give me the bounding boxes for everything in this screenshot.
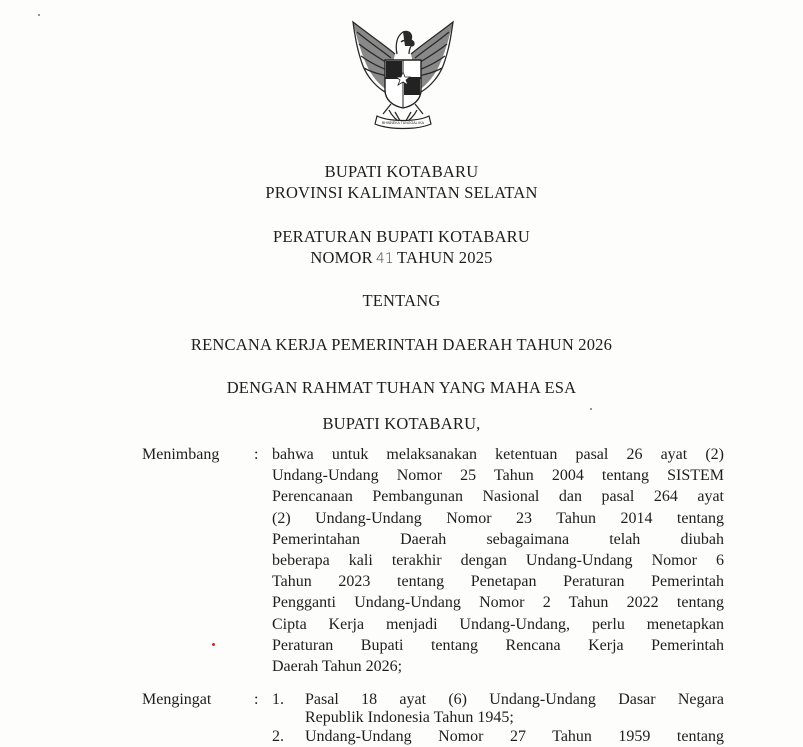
list-item-line: Pasal 18 ayat (6) Undang-Undang Dasar Negara <box>305 691 724 708</box>
emblem-ribbon-text: BHINNEKA TUNGGAL IKA <box>381 121 425 125</box>
list-item <box>305 728 724 746</box>
list-item <box>305 691 724 727</box>
office-title: BUPATI KOTABARU <box>324 162 479 181</box>
menimbang-paragraph <box>272 444 724 677</box>
list-item-line: Republik Indonesia Tahun 1945; <box>305 709 514 726</box>
regulation-type: PERATURAN BUPATI KOTABARU <box>272 227 531 246</box>
list-item-line: Undang-Undang Nomor 27 Tahun 1959 tentang <box>305 728 724 745</box>
scan-speck <box>590 408 592 410</box>
authority-line: BUPATI KOTABARU, <box>322 414 481 433</box>
mengingat-colon: : <box>254 691 259 708</box>
regulation-number <box>0 248 803 269</box>
regulation-subject: RENCANA KERJA PEMERINTAH DAERAH TAHUN 2026 <box>190 335 613 354</box>
menimbang-line: Peraturan Bupati tentang Rencana Kerja Pemerintah <box>272 636 724 654</box>
number-prefix: NOMOR <box>310 248 373 267</box>
menimbang-label: Menimbang <box>142 446 220 463</box>
menimbang-line: Daerah Tahun 2026; <box>272 657 403 675</box>
number-suffix: TAHUN 2025 <box>397 248 493 267</box>
scan-speck <box>38 14 40 16</box>
menimbang-line: Perencanaan Pembangunan Nasional dan pasal 264 ayat <box>272 488 724 506</box>
mengingat-label: Mengingat <box>142 691 212 708</box>
menimbang-line: Pengganti Undang-Undang Nomor 2 Tahun 2022 tentang <box>272 594 724 612</box>
menimbang-line: (2) Undang-Undang Nomor 23 Tahun 2014 tentang <box>272 509 724 527</box>
menimbang-colon: : <box>254 446 259 463</box>
garuda-emblem-icon <box>343 14 463 134</box>
about-heading: TENTANG <box>362 291 441 310</box>
ink-spot <box>212 643 215 646</box>
menimbang-line: Undang-Undang Nomor 25 Tahun 2004 tentang SISTEM <box>272 467 724 485</box>
menimbang-line: bahwa untuk melaksanakan ketentuan pasal 26 ayat (2) <box>272 446 724 463</box>
menimbang-line: Cipta Kerja menjadi Undang-Undang, perlu menetapkan <box>272 615 724 633</box>
province-title: PROVINSI KALIMANTAN SELATAN <box>265 183 538 202</box>
list-number: 2. <box>272 728 284 745</box>
menimbang-line: Tahun 2023 tentang Penetapan Peraturan Pemerintah <box>272 573 724 591</box>
menimbang-line: beberapa kali terakhir dengan Undang-Undang Nomor 6 <box>272 551 724 569</box>
blessing-line: DENGAN RAHMAT TUHAN YANG MAHA ESA <box>226 378 577 397</box>
number-value: 41 <box>375 251 395 267</box>
list-number: 1. <box>272 691 284 708</box>
menimbang-line: Pemerintahan Daerah sebagaimana telah diubah <box>272 530 724 548</box>
